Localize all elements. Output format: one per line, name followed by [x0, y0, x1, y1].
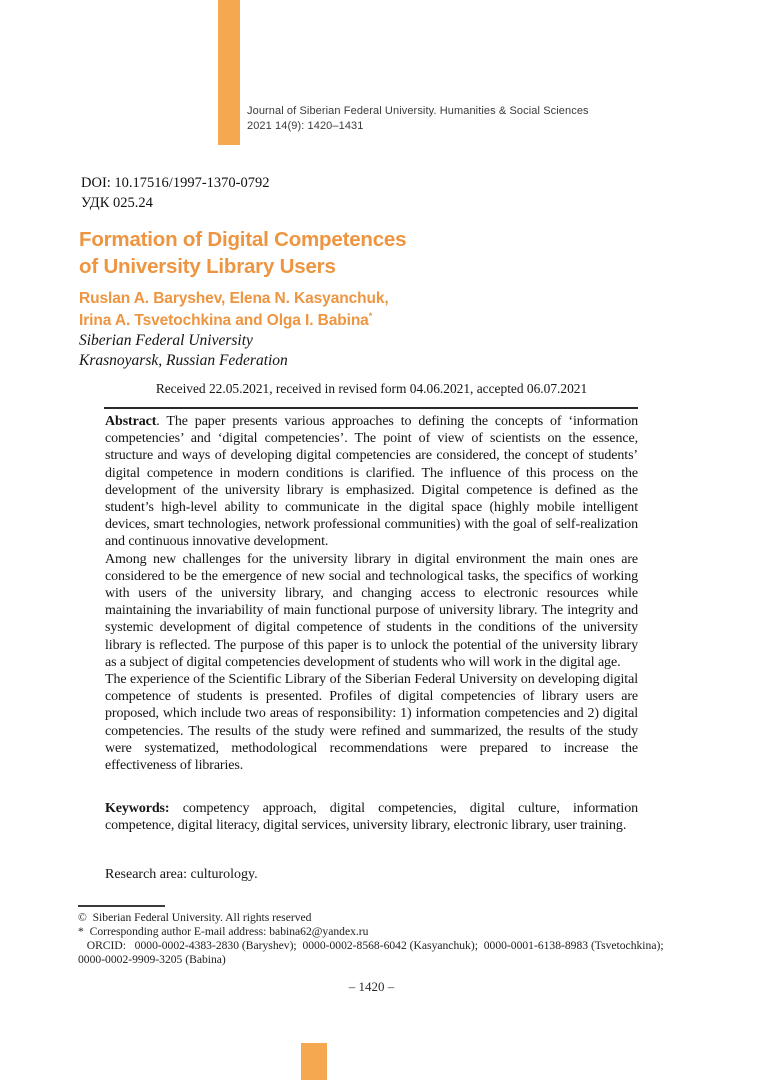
journal-name: Journal of Siberian Federal University. Humanities & Social Sciences — [247, 105, 589, 117]
page-number: – 1420 – — [348, 979, 395, 994]
corresponding-author-asterisk: * — [368, 310, 373, 321]
keywords-section — [105, 800, 638, 834]
udk-line: УДК 025.24 — [81, 194, 153, 211]
keywords-label: Keywords: — [105, 801, 170, 816]
journal-issue: 2021 14(9): 1420–1431 — [247, 119, 364, 132]
copyright-line: © Siberian Federal University. All rights reserved — [78, 911, 312, 924]
author-list — [79, 288, 389, 331]
affiliation — [79, 331, 288, 371]
title-line-1: Formation of Digital Competences — [79, 228, 407, 251]
bottom-accent-bar — [301, 1043, 327, 1080]
journal-header — [247, 104, 589, 133]
corresponding-author-line: * Corresponding author E-mail address: babina62@yandex.ru — [78, 925, 369, 938]
affiliation-line-2: Krasnoyarsk, Russian Federation — [79, 352, 288, 369]
research-area: Research area: culturology. — [105, 867, 258, 882]
abstract-paragraph-2: Among new challenges for the university library in digital environment the main ones are considered to be the emergence of new social and technological tasks, the specifics of working with users of the university library, and changing access to electronic resources while maintaining the invariability of main functional purpose of university library. The integrity and systemic development of digital competence of students in the conditions of the university library is reflected. The purpose of this paper is to unlock the potential of the university library as a subject of digital competencies development of students who will work in the digital age. — [105, 551, 638, 670]
paper-title — [79, 226, 406, 280]
abstract-paragraph-3: The experience of the Scientific Library of the Siberian Federal University on developing digital competence of students is presented. Profiles of digital competencies of library users are proposed, which include two areas of responsibility: 1) information competencies and 2) digital competencies. The results of the study were refined and summarized, the results of the study were systematized, methodological recommendations were prepared to increase the effectiveness of libraries. — [105, 672, 638, 774]
identifier-block — [81, 174, 270, 213]
keywords-text: competency approach, digital competencies, digital culture, information competence, digital literacy, digital services, university library, electronic library, user training. — [105, 801, 638, 834]
footnote-divider-rule — [78, 905, 165, 907]
abstract-section — [105, 413, 638, 774]
authors-line-2: Irina A. Tsvetochkina and Olga I. Babina* — [79, 310, 373, 329]
abstract-paragraph-1: Abstract. The paper presents various approaches to defining the concepts of ‘information competencies’ and ‘digital competencies’. The point of view of scientists on the essence, structure and ways of developing digital competencies are considered, the concept of students’ digital competence in modern conditions is clarified. The influence of this process on the development of the university library is emphasized. Digital competence is defined as the student’s high-level ability to communicate in the digital space (highly mobile intelligent devices, smart technologies, network professional communities) with the goal of self-realization and continuous innovative development. — [105, 414, 638, 550]
footnotes — [78, 911, 718, 967]
orcid-line-2: 0000-0002-9909-3205 (Babina) — [78, 953, 226, 966]
authors-line-1: Ruslan A. Baryshev, Elena N. Kasyanchuk, — [79, 290, 389, 307]
affiliation-line-1: Siberian Federal University — [79, 332, 253, 349]
abstract-label: Abstract — [105, 414, 157, 429]
top-accent-bar — [218, 0, 240, 145]
doi-line: DOI: 10.17516/1997-1370-0792 — [81, 175, 270, 191]
received-dates: Received 22.05.2021, received in revised form 04.06.2021, accepted 06.07.2021 — [155, 381, 588, 396]
abstract-divider-rule — [104, 407, 638, 409]
title-line-2: of University Library Users — [79, 255, 336, 278]
orcid-line-1: ORCID: 0000-0002-4383-2830 (Baryshev); 0000-0002-8568-6042 (Kasyanchuk); 0000-0001-6138-8983 (Tsvetochkina); — [78, 939, 664, 952]
